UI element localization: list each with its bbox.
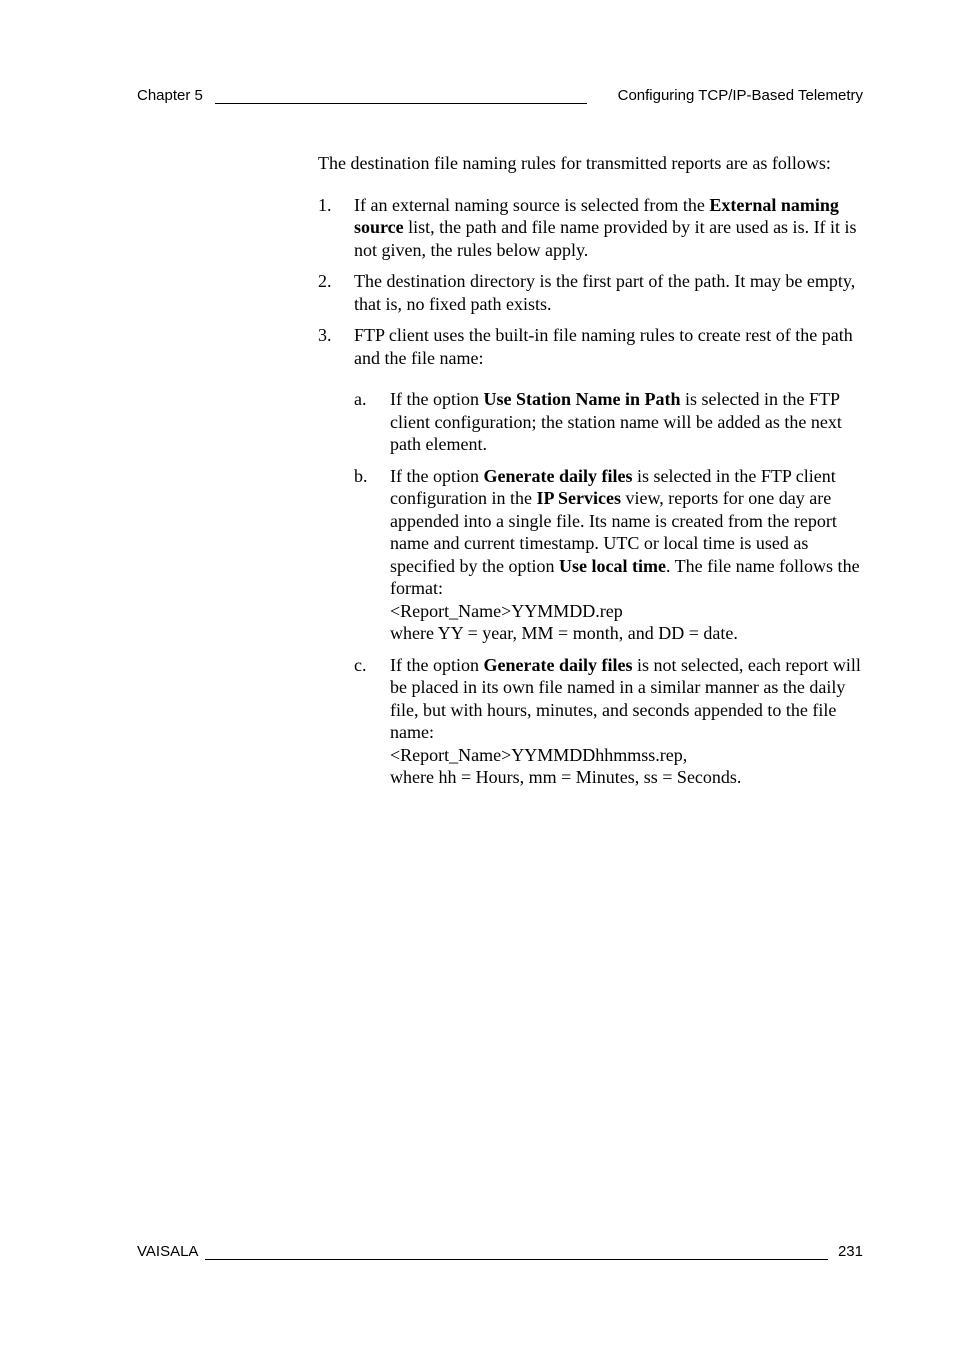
format-legend: where hh = Hours, mm = Minutes, ss = Seconds. [390,767,742,787]
sub-item-letter: b. [354,465,368,486]
sub-item-text: If the option [390,465,484,486]
sub-list-item [354,465,866,645]
sub-item-text: is selected in the FTP client configuration; the station name will be added as the next path element. [390,389,842,454]
sub-item-bold: IP Services [536,488,621,508]
page-number: 231 [837,1243,863,1260]
page-footer [137,1242,863,1262]
sub-item-text: view, reports for one day are appended into a single file. Its name is created from the report name and current timestamp. UTC or local time is used as specified by the option [390,488,837,576]
format-legend: where YY = year, MM = month, and DD = date. [390,623,738,643]
sub-item-bold: Use local time [558,555,666,576]
item-number: 1. [318,194,332,215]
item-bold: External naming source [354,194,839,237]
sub-item-bold: Use Station Name in Path [483,389,681,409]
section-title: Configuring TCP/IP-Based Telemetry [617,87,863,104]
page-header [137,86,863,106]
sub-item-text: If the option [390,654,484,675]
format-line: <Report_Name>YYMMDDhhmmss.rep, [390,744,688,765]
item-text: list, the path and file name provided by it are used as is. If it is not given, the rules below apply. [354,217,857,260]
sub-item-text: . The file name follows the format: [390,555,860,598]
item-text: If an external naming source is selected from the [354,194,710,215]
footer-rule [205,1259,828,1260]
sub-list-item [354,654,866,789]
header-rule [215,103,587,104]
item-text: The destination directory is the first part of the path. It may be empty, that is, no fixed path exists. [354,271,856,314]
document-body [318,152,866,798]
item-number: 3. [318,325,332,345]
sub-item-bold: Generate daily files [483,465,633,486]
sub-list [354,388,866,789]
format-line: <Report_Name>YYMMDD.rep [390,600,623,621]
list-item [318,324,866,789]
sub-list-item [354,388,866,456]
sub-item-text: is not selected, each report will be placed in its own file named in a similar manner as the daily file, but with hours, minutes, and seconds appended to the file name: [390,654,861,742]
sub-item-bold: Generate daily files [483,654,633,675]
list-item [318,270,866,315]
sub-item-letter: a. [354,389,367,409]
sub-item-text: If the option [390,389,484,409]
intro-paragraph: The destination file naming rules for transmitted reports are as follows: [318,153,831,173]
list-item [318,194,866,262]
chapter-label: Chapter 5 [137,87,203,104]
item-number: 2. [318,271,332,291]
item-text: FTP client uses the built-in file naming rules to create rest of the path and the file name: [354,325,853,368]
company-name: VAISALA [137,1243,199,1260]
sub-item-letter: c. [354,654,367,675]
sub-item-text: is selected in the FTP client configuration in the [390,465,836,508]
